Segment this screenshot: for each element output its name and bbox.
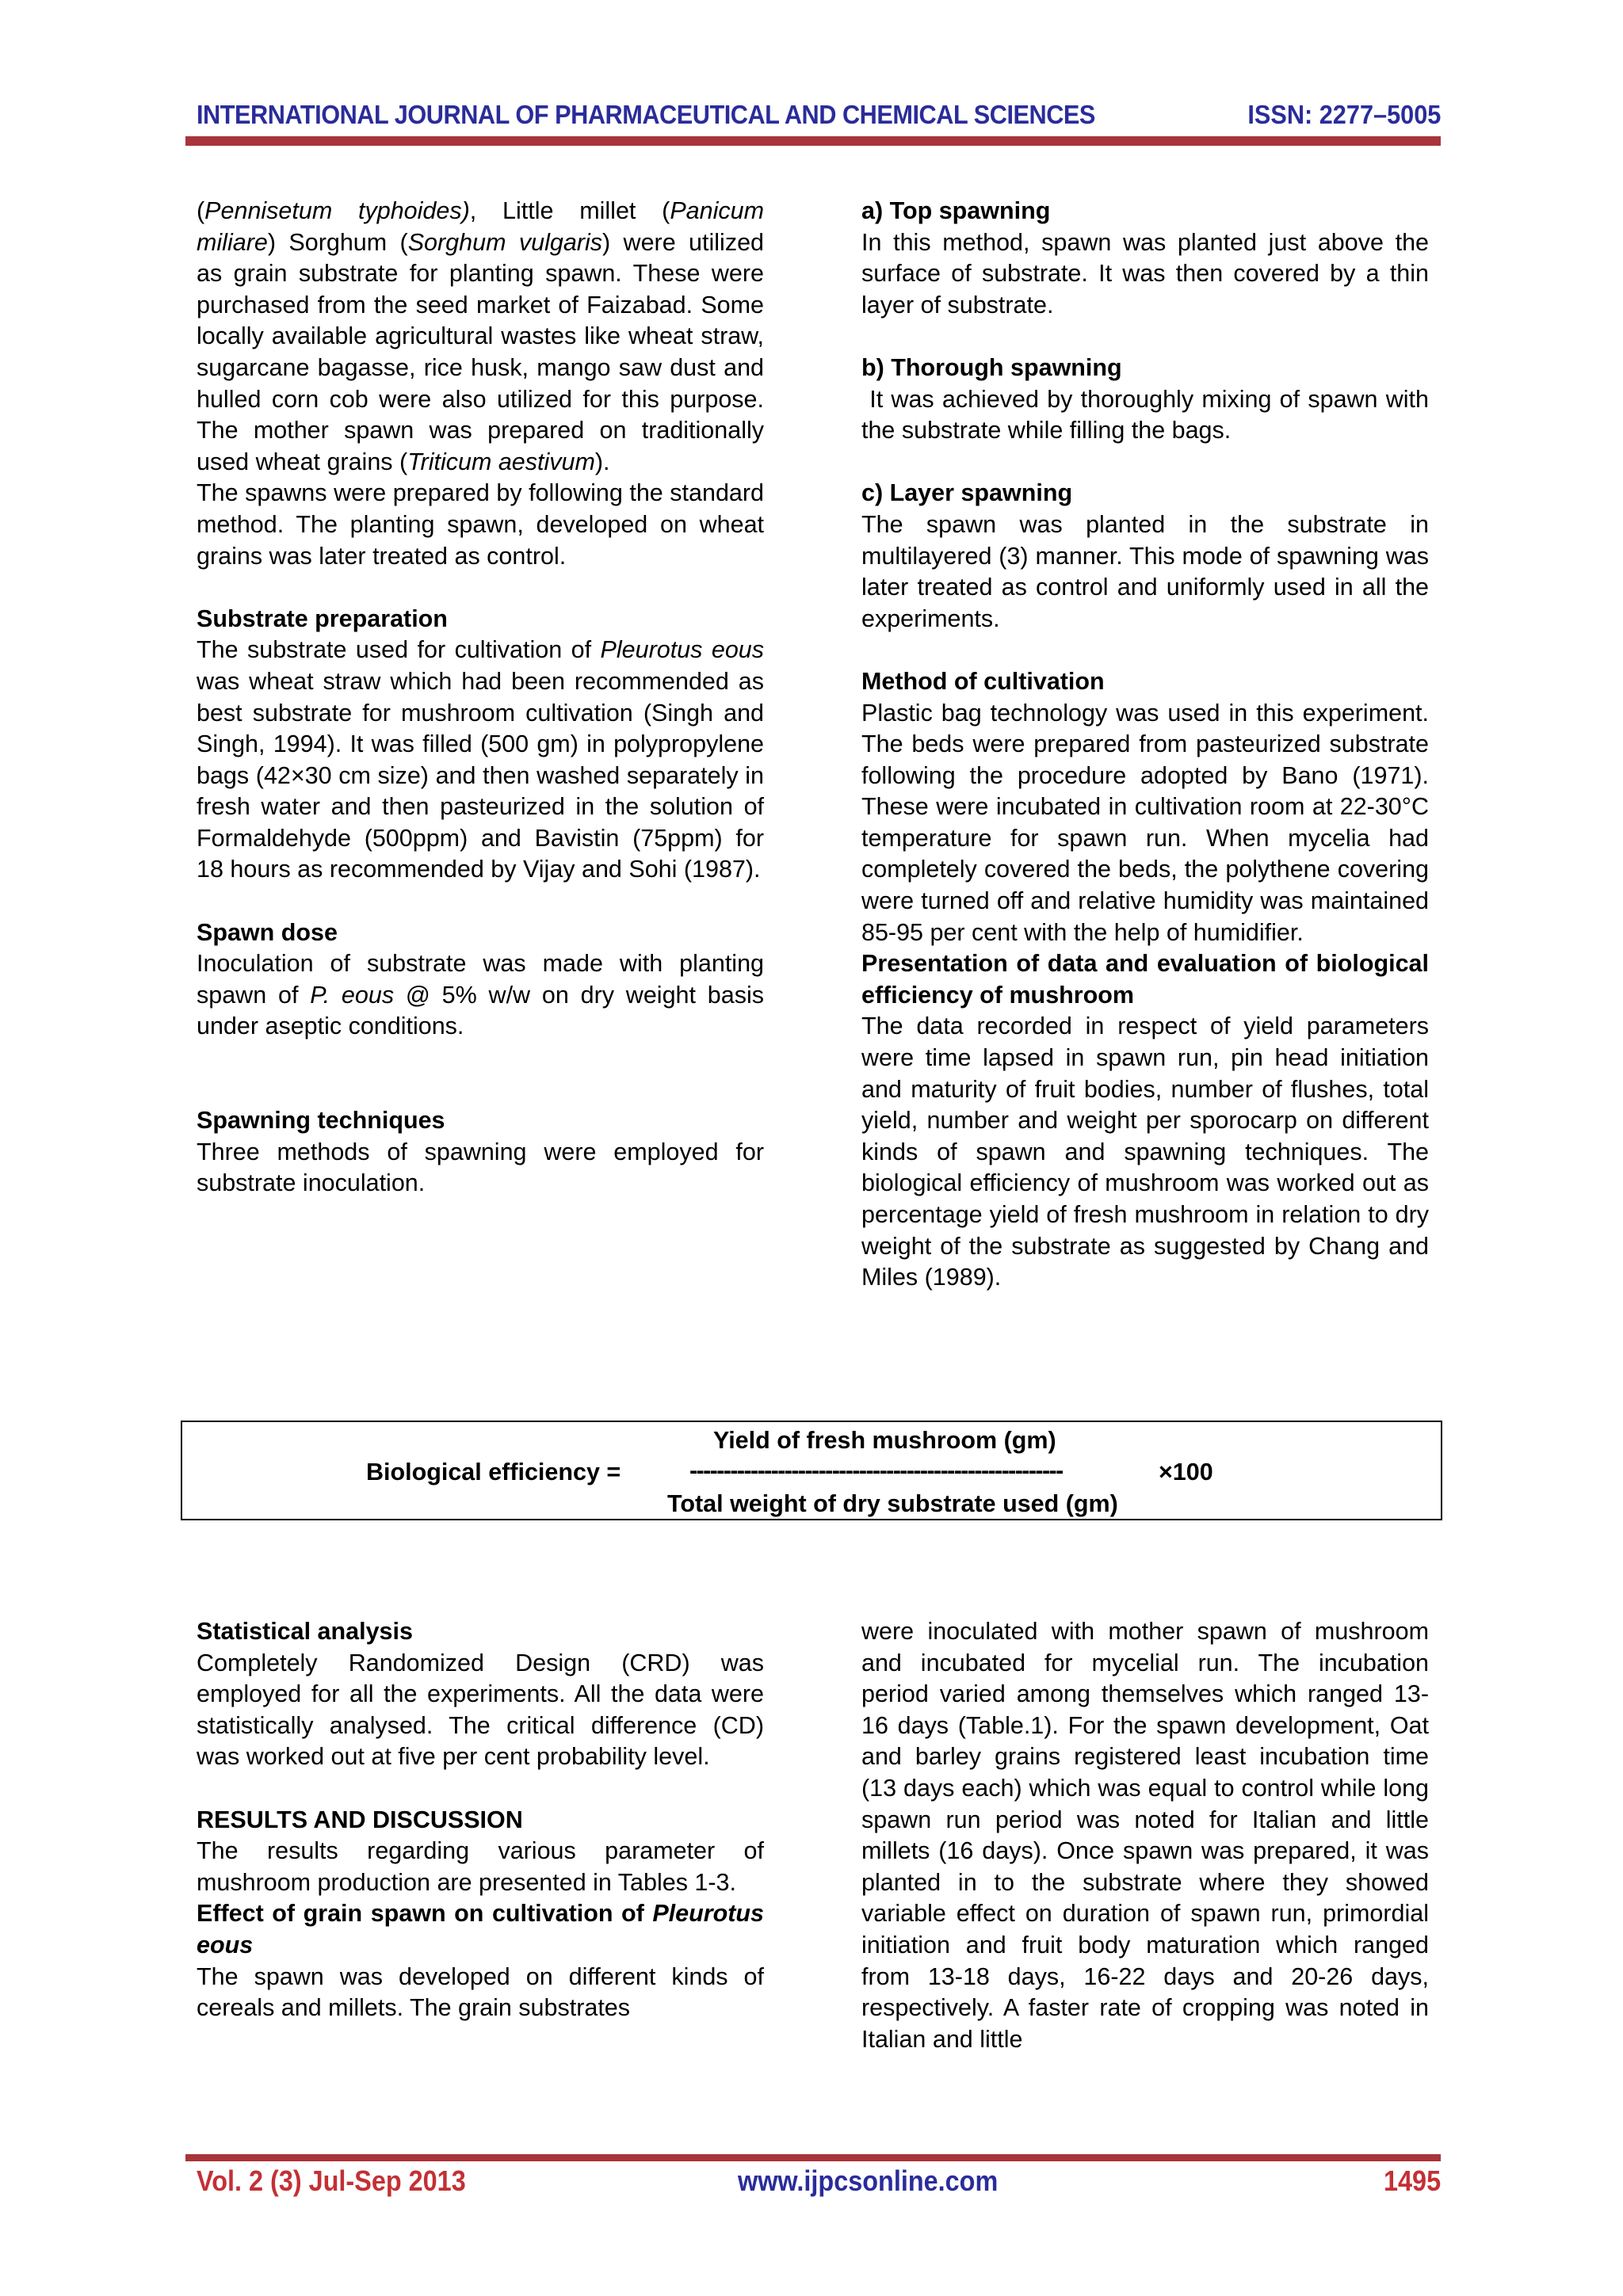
heading-spawning-techniques: Spawning techniques <box>197 1107 445 1135</box>
paragraph-thorough-spawning: It was achieved by thoroughly mixing of spawn with the substrate while filling the bags. <box>861 385 1436 444</box>
website-link[interactable]: www.ijpcsonline.com <box>738 2164 999 2197</box>
heading-results-and-discussion: RESULTS AND DISCUSSION <box>197 1806 523 1833</box>
heading-spawn-dose: Spawn dose <box>197 918 338 946</box>
heading-presentation-of-data: Presentation of data and evaluation of biological efficiency of mushroom <box>861 950 1429 1009</box>
paragraph-layer-spawning: The spawn was planted in the substrate in multilayered (3) manner. This mode of spawning was later treated as control and uniformly used in all the experiments. <box>861 510 1429 632</box>
journal-footer <box>197 2164 1441 2199</box>
heading-effect-of-grain-spawn <box>197 1898 764 1961</box>
formula-fraction-line: ------------------------------------------------------- <box>689 1457 1063 1484</box>
volume-info: Vol. 2 (3) Jul-Sep 2013 <box>197 2164 466 2197</box>
footer-rule <box>185 2154 1441 2161</box>
journal-title: INTERNATIONAL JOURNAL OF PHARMACEUTICAL AND CHEMICAL SCIENCES <box>197 100 1095 129</box>
paragraph-grain-substrates: (Pennisetum typhoides), Little millet (Panicum miliare) Sorghum (Sorghum vulgaris) were utilized as grain substrate for planting spawn. These were purchased from the seed market of Faizabad. Some locally available agricultural wastes like wheat straw, sugarcane bagasse, rice husk, mango saw dust and hulled corn cob were also utilized for this purpose. The mother spawn was prepared on traditionally used wheat grains (Triticum aestivum). <box>197 197 764 475</box>
biological-efficiency-formula <box>181 1421 1442 1520</box>
heading-method-of-cultivation: Method of cultivation <box>861 667 1105 695</box>
formula-label: Biological efficiency = <box>366 1459 621 1486</box>
right-column-top <box>861 196 1436 1294</box>
paragraph-results: The results regarding various parameter of mushroom production are presented in Tables 1-3. <box>197 1837 764 1896</box>
paragraph-presentation-of-data: The data recorded in respect of yield parameters were time lapsed in spawn run, pin head initiation and maturity of fruit bodies, number of flushes, total yield, number and weight per sporocarp on different kinds of spawn and spawning techniques. The biological efficiency of mushroom was worked out as percentage yield of fresh mushroom in relation to dry weight of the substrate as suggested by Chang and Miles (1989). <box>861 1013 1429 1291</box>
paragraph-spawn-dose: Inoculation of substrate was made with planting spawn of P. eous @ 5% w/w on dry weight basis under aseptic conditions. <box>197 950 764 1040</box>
right-column-bottom <box>861 1616 1429 2055</box>
left-column-top <box>197 196 764 1199</box>
formula-denominator: Total weight of dry substrate used (gm) <box>667 1490 1118 1517</box>
heading-layer-spawning: c) Layer spawning <box>861 479 1073 507</box>
journal-header <box>197 100 1441 132</box>
formula-multiplier: ×100 <box>1159 1459 1213 1486</box>
paragraph-top-spawning: In this method, spawn was planted just above the surface of substrate. It was then covered by a thin layer of substrate. <box>861 228 1429 318</box>
heading-top-spawning: a) Top spawning <box>861 197 1051 224</box>
heading-thorough-spawning: b) Thorough spawning <box>861 353 1122 381</box>
paragraph-method-of-cultivation: Plastic bag technology was used in this experiment. The beds were prepared from pasteurized substrate following the procedure adopted by Bano (1971). These were incubated in cultivation room at 22-30°C temperature for spawn run. When mycelia had completely covered the beds, the polythene covering were turned off and relative humidity was maintained 85-95 per cent with the help of humidifier. <box>861 699 1429 946</box>
paragraph-spawn-preparation: The spawns were prepared by following the standard method. The planting spawn, developed on wheat grains was later treated as control. <box>197 479 764 570</box>
heading-statistical-analysis: Statistical analysis <box>197 1618 413 1645</box>
page-number: 1495 <box>1383 2164 1441 2197</box>
paragraph-effect-of-grain-spawn: The spawn was developed on different kinds of cereals and millets. The grain substrates <box>197 1962 764 2022</box>
issn: ISSN: 2277–5005 <box>1247 100 1441 129</box>
paragraph-incubation: were inoculated with mother spawn of mushroom and incubated for mycelial run. The incubation period varied among themselves which ranged 13-16 days (Table.1). For the spawn development, Oat and barley grains registered least incubation time (13 days each) which was equal to control while long spawn run period was noted for Italian and little millets (16 days). Once spawn was prepared, it was planted in to the substrate where they showed variable effect on duration of spawn run, primordial initiation and fruit body maturation which ranged from 13-18 days, 16-22 days and 20-26 days, respectively. A faster rate of cropping was noted in Italian and little <box>861 1618 1429 2053</box>
paragraph-spawning-techniques: Three methods of spawning were employed for substrate inoculation. <box>197 1138 764 1197</box>
header-rule <box>185 136 1441 146</box>
left-column-bottom <box>197 1616 764 2024</box>
paragraph-statistical-analysis: Completely Randomized Design (CRD) was employed for all the experiments. All the data were statistically analysed. The critical difference (CD) was worked out at five per cent probability level. <box>197 1649 764 1771</box>
paragraph-substrate-preparation: The substrate used for cultivation of Pleurotus eous was wheat straw which had been recommended as best substrate for mushroom cultivation (Singh and Singh, 1994). It was filled (500 gm) in polypropylene bags (42×30 cm size) and then washed separately in fresh water and then pasteurized in the solution of Formaldehyde (500ppm) and Bavistin (75ppm) for 18 hours as recommended by Vijay and Sohi (1987). <box>197 636 764 883</box>
heading-effect-text: Effect of grain spawn on cultivation of <box>197 1900 653 1928</box>
formula-numerator: Yield of fresh mushroom (gm) <box>713 1427 1056 1454</box>
heading-substrate-preparation: Substrate preparation <box>197 605 448 632</box>
heading-effect-species: Pleurotus eous <box>197 1900 764 1958</box>
